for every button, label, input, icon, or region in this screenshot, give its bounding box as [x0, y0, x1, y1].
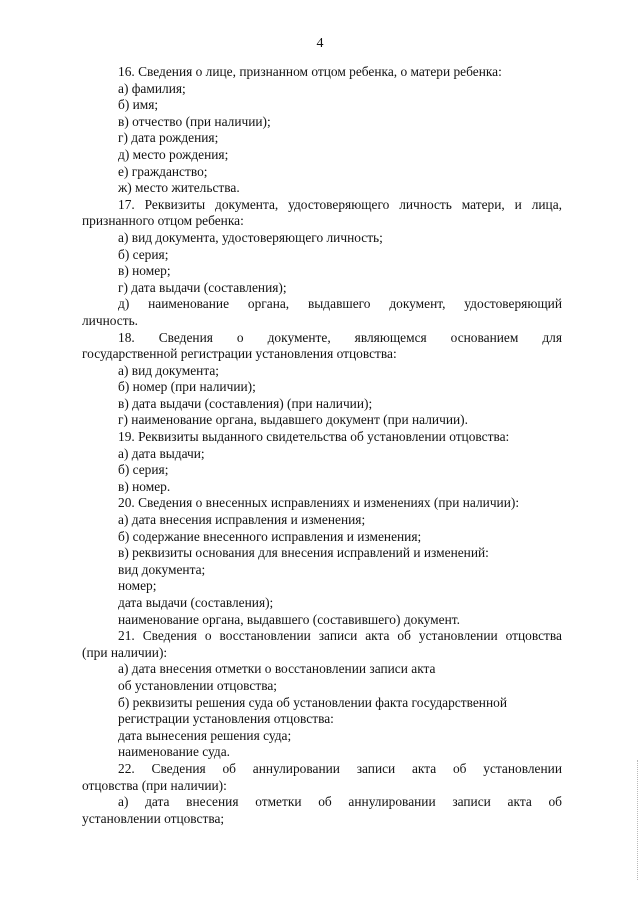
text-line: а) вид документа; [118, 362, 220, 378]
text-line: б) серия; [118, 246, 169, 262]
text-line: об установлении отцовства; [118, 677, 278, 693]
text-line: в) реквизиты основания для внесения исправлений и изменений: [118, 545, 489, 561]
text-line: г) дата выдачи (составления); [118, 279, 287, 295]
text-line: б) серия; [118, 462, 169, 478]
text-line: номер; [118, 578, 157, 594]
text-line: дата выдачи (составления); [118, 595, 274, 610]
text-line: б) номер (при наличии); [118, 379, 256, 395]
scan-artifact [636, 760, 638, 880]
text-line: регистрации установления отцовства: [118, 711, 334, 727]
text-line: 16. Сведения о лице, признанном отцом ребенка, о матери ребенка: [118, 64, 502, 79]
text-line: д) место рождения; [118, 146, 229, 162]
text-line: в) отчество (при наличии); [118, 113, 271, 129]
text-line: а) дата выдачи; [118, 445, 205, 461]
text-line: б) реквизиты решения суда об установлении факта государственной [118, 694, 507, 710]
text-line: 21. Сведения о восстановлении записи акта об установлении отцовства [118, 628, 562, 644]
text-line: государственной регистрации установления отцовства: [82, 346, 397, 362]
text-line: вид документа; [118, 561, 206, 577]
text-line: 20. Сведения о внесенных исправлениях и изменениях (при наличии): [118, 495, 520, 511]
text-line: дата вынесения решения суда; [118, 727, 292, 743]
text-line: наименование органа, выдавшего (составившего) документ. [118, 611, 460, 627]
text-line: а) дата внесения отметки об аннулировании записи акта об [118, 794, 562, 810]
text-line: установлении отцовства; [82, 810, 225, 826]
text-line: признанного отцом ребенка: [82, 213, 244, 229]
text-line: в) номер. [118, 478, 171, 494]
text-line: личность. [82, 312, 139, 328]
text-line: 17. Реквизиты документа, удостоверяющего личность матери, и лица, [118, 196, 562, 212]
text-line: в) номер; [118, 263, 171, 279]
text-line: г) наименование органа, выдавшего документ (при наличии). [118, 412, 468, 428]
text-line: а) фамилия; [118, 80, 186, 96]
document-body [82, 64, 562, 827]
text-line: а) дата внесения отметки о восстановлении записи акта [118, 661, 436, 677]
text-line: 18. Сведения о документе, являющемся основанием для [118, 329, 562, 345]
text-line: б) содержание внесенного исправления и изменения; [118, 528, 422, 544]
text-line: ж) место жительства. [118, 180, 240, 196]
page-number: 4 [316, 36, 324, 51]
text-line: наименование суда. [118, 744, 230, 760]
text-line: а) дата внесения исправления и изменения; [118, 512, 366, 528]
text-line: (при наличии): [82, 644, 168, 660]
text-line: 22. Сведения об аннулировании записи акта об установлении [118, 760, 562, 776]
text-line: е) гражданство; [118, 163, 208, 179]
text-line: отцовства (при наличии): [82, 777, 227, 793]
text-line: а) вид документа, удостоверяющего личность; [118, 229, 383, 245]
text-line: д) наименование органа, выдавшего документ, удостоверяющий [118, 296, 562, 312]
text-line: 19. Реквизиты выданного свидетельства об установлении отцовства: [118, 429, 510, 445]
text-line: б) имя; [118, 97, 159, 113]
text-line: в) дата выдачи (составления) (при наличии); [118, 395, 373, 411]
text-line: г) дата рождения; [118, 130, 219, 146]
